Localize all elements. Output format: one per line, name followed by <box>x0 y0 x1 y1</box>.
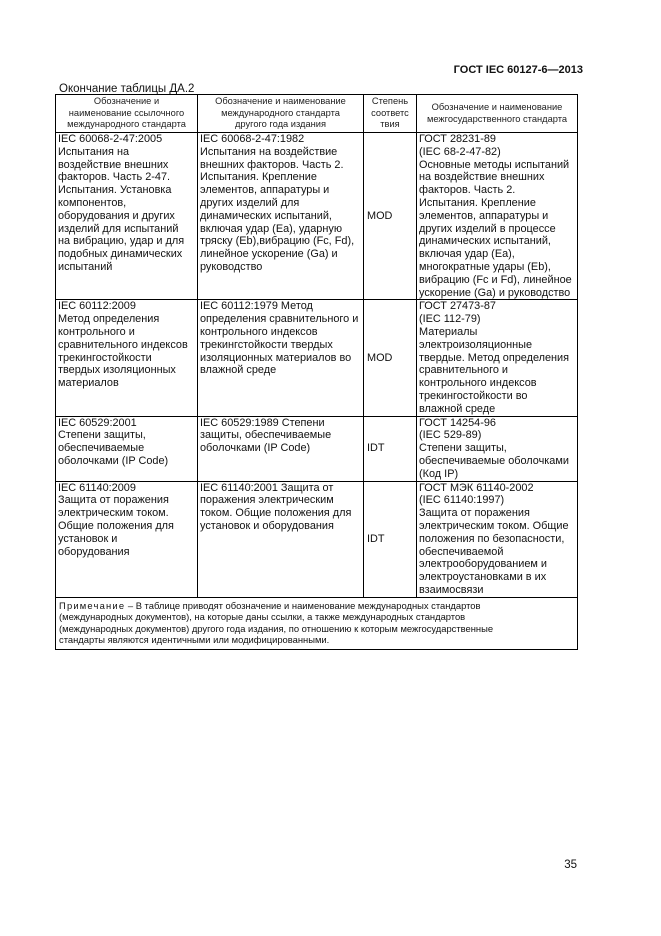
cell-line: IEC 60068-2-47:2005 <box>58 133 163 145</box>
note-line: стандарты являются идентичными или модифицированными. <box>59 634 330 646</box>
cell-line: материалов <box>58 377 119 390</box>
document-code: ГОСТ IEC 60127-6—2013 <box>453 64 583 76</box>
cell-line: Степень <box>371 96 409 107</box>
page-number: 35 <box>564 859 577 871</box>
cell-line: IEC 60529:2001 <box>58 416 137 429</box>
cell-line: Обозначение и <box>93 96 160 107</box>
cell-line: твердые. Метод определения <box>419 351 570 364</box>
ref-standard-cell <box>56 300 198 416</box>
note-line: (международных документов), на которые даны ссылки, а также международных стандартов <box>59 611 466 623</box>
note-line: (международных документов) другого года издания, по отношению к которым межгосударственные <box>59 622 494 634</box>
cell-line: ГОСТ 28231-89 <box>419 133 496 145</box>
cell-line: на воздействие внешних <box>419 171 545 184</box>
cell-line: защиты, обеспечиваемые <box>200 429 332 442</box>
cell-line: ускорение (Ga) и руководство <box>419 286 571 299</box>
cell-line: межгосударственного стандарта <box>426 113 568 124</box>
table-row <box>56 481 578 597</box>
cell-line: определения сравнительного и <box>200 313 359 326</box>
cell-line: на вибрацию, удар и для <box>58 235 185 248</box>
cell-line: Испытания на воздействие <box>200 145 338 158</box>
cell-line: обеспечиваемые <box>58 442 145 455</box>
cell-line: влажной среде <box>200 364 277 377</box>
cell-line: контрольного и <box>58 325 135 338</box>
interstate-standard-cell <box>417 300 578 416</box>
interstate-standard-cell <box>417 416 578 481</box>
cell-line: испытаний <box>58 260 113 273</box>
table-header-row <box>56 95 578 133</box>
cell-line: руководство <box>200 260 263 273</box>
cell-line: другого года издания <box>235 119 326 130</box>
table-row <box>56 133 578 300</box>
cell-line: изоляционных материалов во <box>200 351 352 364</box>
degree-cell: IDT <box>364 481 417 597</box>
other-year-standard-cell <box>198 133 364 300</box>
interstate-standard-cell <box>417 133 578 300</box>
degree-cell: MOD <box>364 133 417 300</box>
header-other-year-standard <box>198 95 364 133</box>
cell-line: Испытания. Крепление <box>200 171 317 184</box>
cell-line: элементов, аппаратуры и <box>419 209 549 222</box>
cell-line: твия <box>380 119 400 130</box>
cell-line: трекингостойкости во <box>419 389 528 402</box>
cell-line: установок и оборудования <box>200 519 334 532</box>
cell-line: Основные методы испытаний <box>419 158 570 171</box>
cell-line: контрольного индексов <box>200 325 318 338</box>
cell-line: трекингостойкости <box>58 351 152 364</box>
cell-line: сравнительного и <box>419 364 509 377</box>
cell-line: оболочками (IP Code) <box>58 454 169 467</box>
cell-line: факторов. Часть 2. <box>419 184 516 197</box>
correspondence-table <box>55 94 578 650</box>
table-caption: Окончание таблицы ДА.2 <box>59 83 195 95</box>
cell-line: тряску (Eb),вибрацию (Fc, Fd), <box>200 235 355 248</box>
cell-line: током. Общие положения для <box>200 507 352 520</box>
cell-line: взаимосвязи <box>419 583 484 596</box>
header-degree <box>364 95 417 133</box>
cell-line: (IEC 112-79) <box>419 313 481 326</box>
cell-line: электрическим током. Общие <box>419 519 569 532</box>
cell-line: Обозначение и наименование <box>215 96 346 107</box>
cell-line: вибрацию (Fc и Fd), линейное <box>419 273 572 286</box>
cell-line: Защита от поражения <box>419 507 530 520</box>
cell-line: (IEC 68-2-47-82) <box>419 145 501 158</box>
cell-line: Степени защиты, <box>58 429 146 442</box>
cell-line: Обозначение и наименование <box>431 102 563 112</box>
cell-line: (Код IP) <box>419 467 459 480</box>
cell-line: факторов. Часть 2-47. <box>58 171 171 184</box>
note-row <box>56 597 578 649</box>
cell-line: IEC 60068-2-47:1982 <box>200 133 305 145</box>
cell-line: ГОСТ 14254-96 <box>419 416 496 429</box>
cell-line: Испытания. Установка <box>58 184 172 197</box>
cell-line: (IEC 529-89) <box>419 429 482 442</box>
cell-line: обеспечиваемой <box>419 545 504 558</box>
cell-line: международного стандарта <box>67 119 186 130</box>
cell-line: трекингстойкости твердых <box>200 338 333 351</box>
degree-cell: MOD <box>364 300 417 416</box>
table-note <box>56 597 578 649</box>
cell-line: установок и <box>58 532 118 545</box>
cell-line: (IEC 61140:1997) <box>419 494 505 507</box>
cell-line: IEC 61140:2001 Защита от <box>200 481 334 494</box>
cell-line: других изделий в процессе <box>419 222 556 235</box>
cell-line: IEC 60529:1989 Степени <box>200 416 325 429</box>
other-year-standard-cell <box>198 300 364 416</box>
cell-line: оборудования и других <box>58 209 175 222</box>
cell-line: ГОСТ 27473-87 <box>419 300 496 313</box>
cell-line: Испытания на <box>58 145 130 158</box>
cell-line: включая удар (Ea), ударную <box>200 222 342 235</box>
table-row <box>56 300 578 416</box>
cell-line: включая удар (Ea), <box>419 248 515 261</box>
cell-line: Степени защиты, <box>419 442 507 455</box>
other-year-standard-cell <box>198 481 364 597</box>
cell-line: элементов, аппаратуры и <box>200 184 330 197</box>
cell-line: IEC 60112:1979 Метод <box>200 300 313 313</box>
cell-line: международного стандарта <box>221 107 340 118</box>
cell-line: изделий для испытаний <box>58 222 179 235</box>
ref-standard-cell <box>56 481 198 597</box>
cell-line: воздействие внешних <box>58 158 169 171</box>
degree-cell: IDT <box>364 416 417 481</box>
cell-line: многократные удары (Eb), <box>419 260 551 273</box>
other-year-standard-cell <box>198 416 364 481</box>
cell-line: подобных динамических <box>58 248 183 261</box>
note-label: Примечание <box>59 599 126 611</box>
cell-line: Защита от поражения <box>58 494 169 507</box>
interstate-standard-cell <box>417 481 578 597</box>
cell-line: ГОСТ МЭК 61140-2002 <box>419 481 534 494</box>
cell-line: твердых изоляционных <box>58 364 176 377</box>
header-interstate-standard <box>417 95 578 133</box>
cell-line: Общие положения для <box>58 519 174 532</box>
cell-line: оболочками (IP Code) <box>200 442 311 455</box>
ref-standard-cell <box>56 133 198 300</box>
cell-line: IEC 60112:2009 <box>58 300 136 313</box>
cell-line: наименование ссылочного <box>68 107 185 118</box>
cell-line: линейное ускорение (Ga) и <box>200 248 338 261</box>
cell-line: соответс <box>371 107 409 118</box>
cell-line: электроустановками в их <box>419 571 547 584</box>
cell-line: других изделий для <box>200 196 300 209</box>
table-row <box>56 416 578 481</box>
cell-line: влажной среде <box>419 402 496 415</box>
header-ref-standard <box>56 95 198 133</box>
cell-line: компонентов, <box>58 196 127 209</box>
cell-line: динамических испытаний, <box>200 209 332 222</box>
cell-line: IEC 61140:2009 <box>58 481 136 494</box>
cell-line: положения по безопасности, <box>419 532 565 545</box>
cell-line: сравнительного индексов <box>58 338 188 351</box>
cell-line: Испытания. Крепление <box>419 196 536 209</box>
cell-line: Метод определения <box>58 313 160 326</box>
cell-line: контрольного индексов <box>419 377 537 390</box>
note-line: – В таблице приводят обозначение и наименование международных стандартов <box>125 599 481 611</box>
ref-standard-cell <box>56 416 198 481</box>
cell-line: электрооборудованием и <box>419 558 547 571</box>
cell-line: динамических испытаний, <box>419 235 551 248</box>
cell-line: электрическим током. <box>58 507 169 520</box>
cell-line: Материалы <box>419 325 478 338</box>
cell-line: обеспечиваемые оболочками <box>419 454 569 467</box>
cell-line: внешних факторов. Часть 2. <box>200 158 344 171</box>
cell-line: электроизоляционные <box>419 338 533 351</box>
cell-line: оборудования <box>58 545 130 558</box>
cell-line: поражения электрическим <box>200 494 334 507</box>
